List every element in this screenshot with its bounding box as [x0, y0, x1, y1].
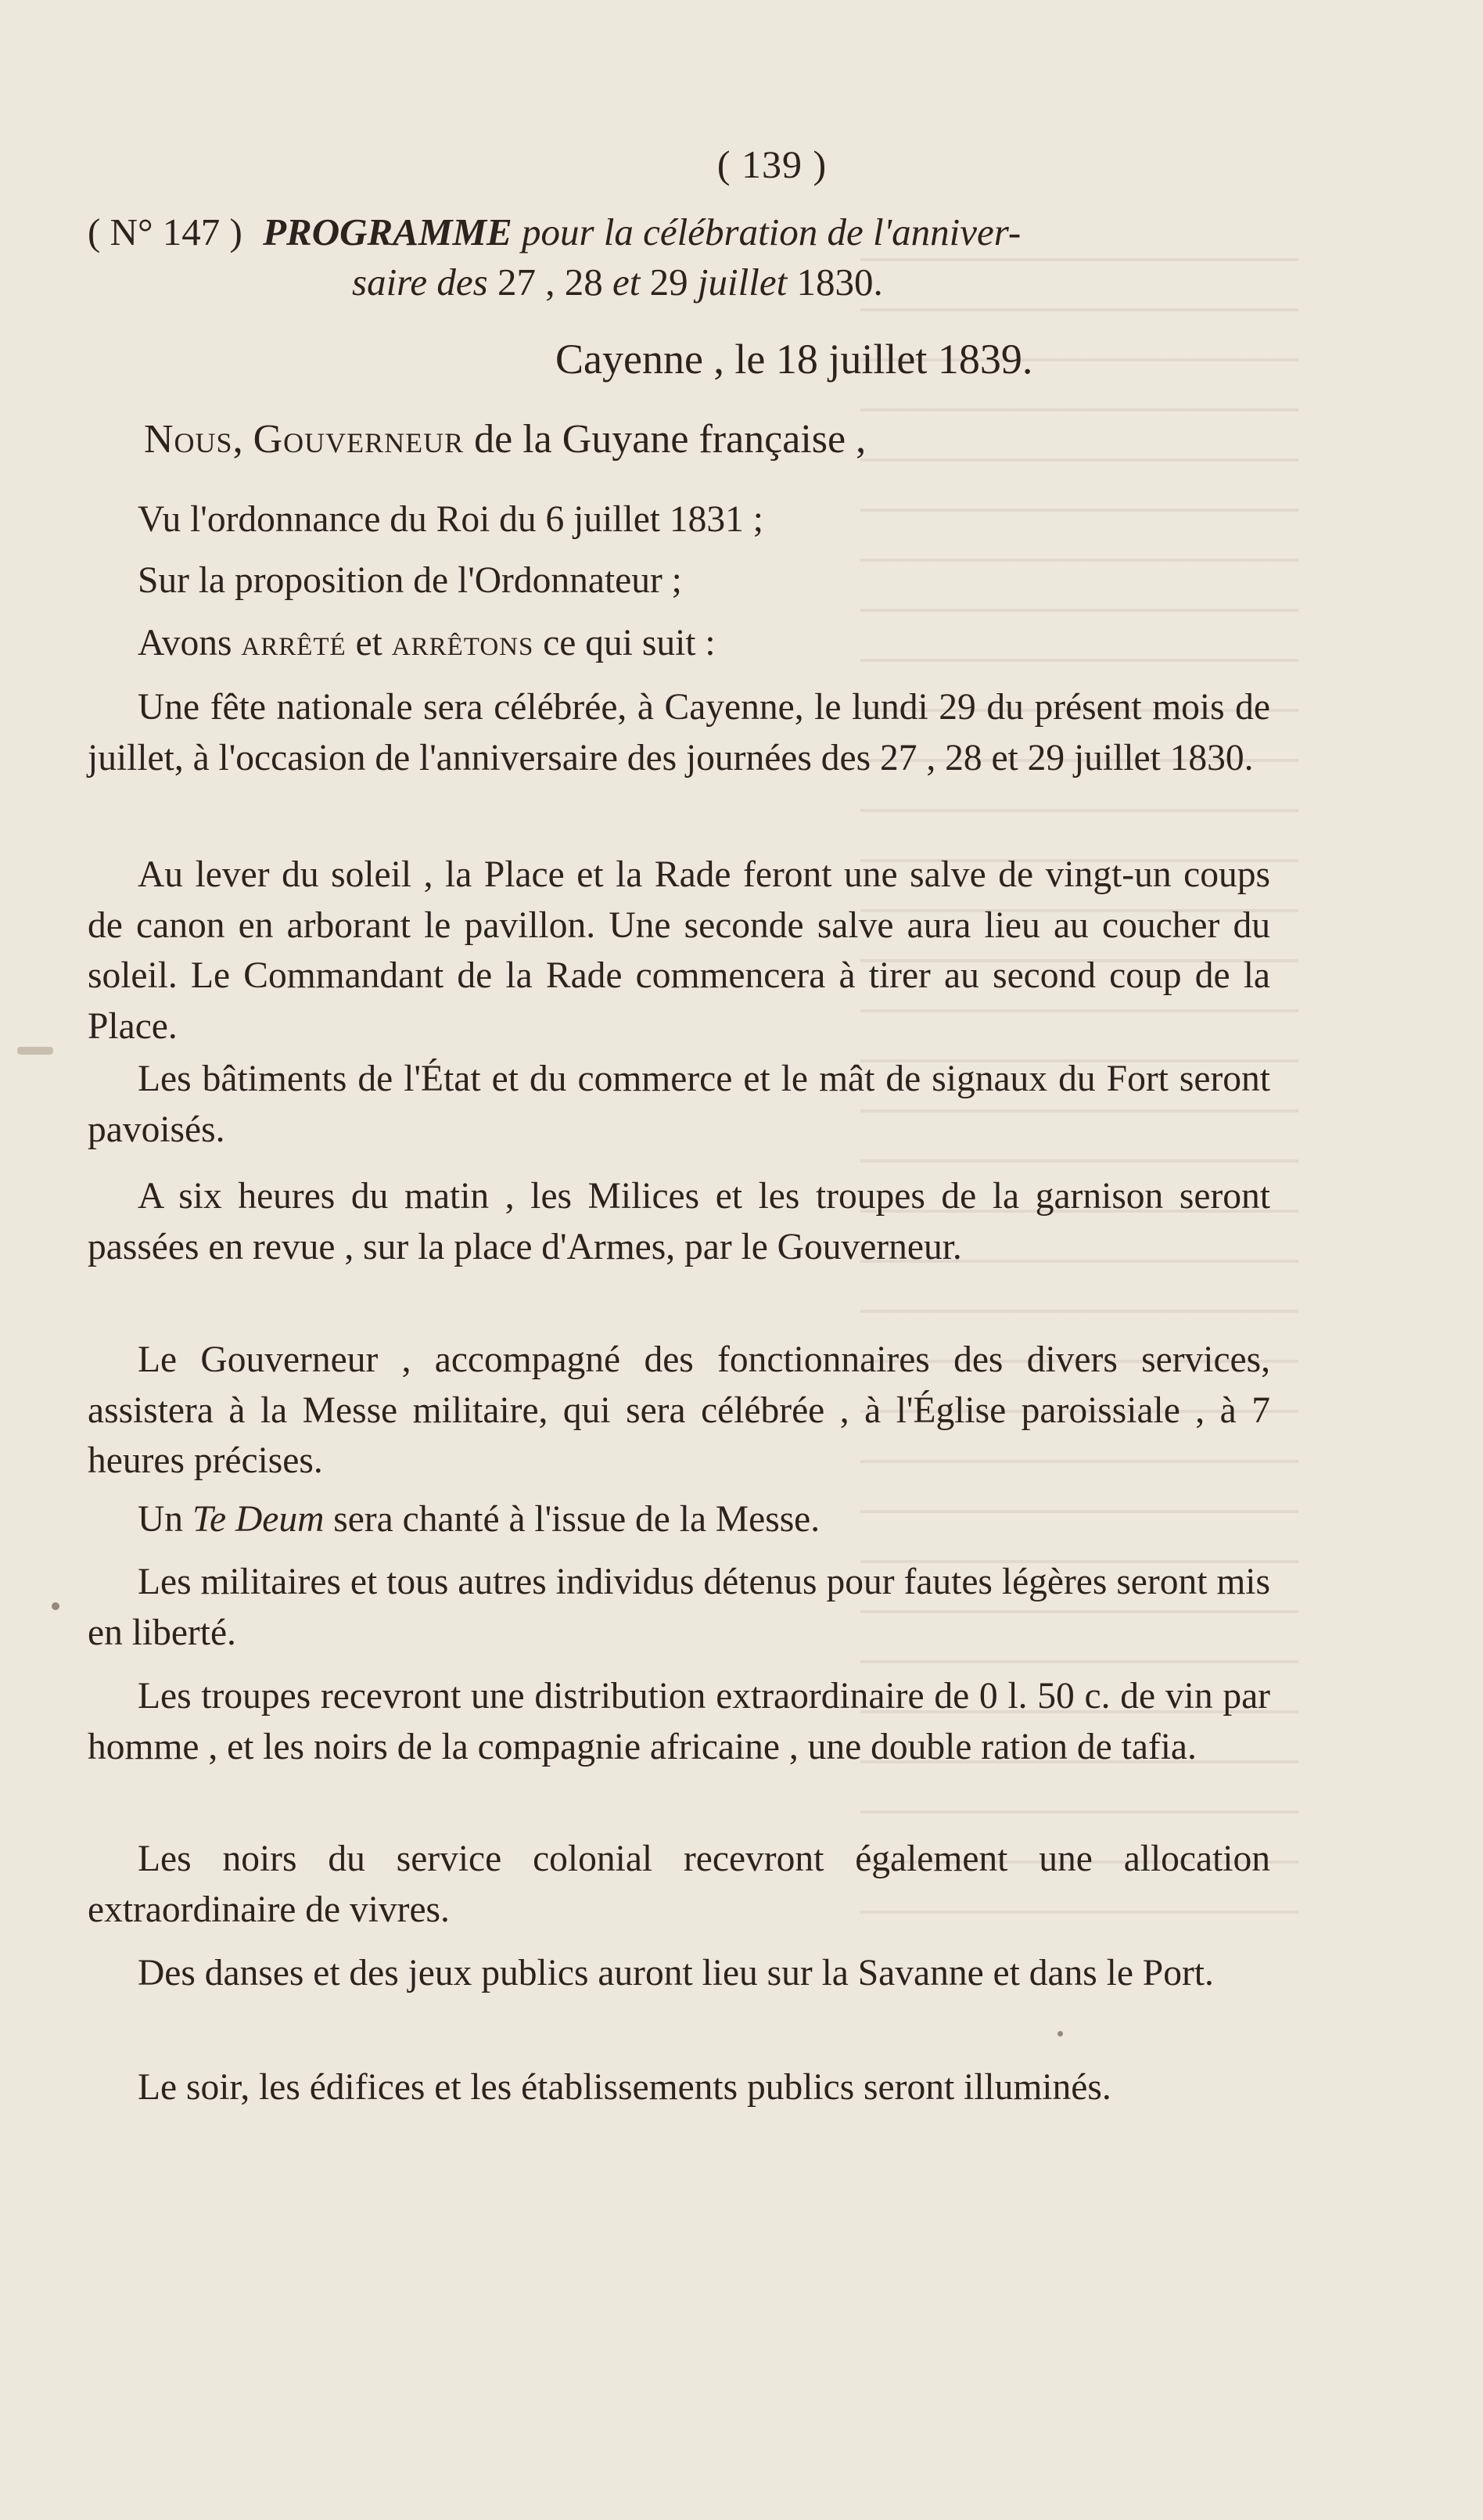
paragraph-5: Le Gouverneur , accompagné des fonctionnaires des divers services, assistera à la Messe militaire, qui sera célébrée , à l'Église paroissiale , à 7 heures précises.: [88, 1339, 1270, 1481]
avons-text: et: [355, 623, 382, 663]
p6-te-deum: Te Deum: [192, 1499, 325, 1540]
paragraph-9: Les noirs du service colonial recevront également une allocation extraordinaire de vivres.: [88, 1839, 1270, 1930]
heading-dates: 29: [649, 261, 688, 304]
p6-text: Un: [138, 1499, 184, 1540]
ink-speck: [1057, 2031, 1063, 2036]
heading-text: et: [612, 261, 641, 304]
heading-year: 1830.: [796, 261, 883, 304]
avons-arretons: arrêtons: [391, 623, 534, 663]
document-title: PROGRAMME: [263, 210, 512, 253]
paragraph-2: Au lever du soleil , la Place et la Rade feront une salve de vingt-un coups de canon en arborant le pavillon. Une seconde salve aura lieu au coucher du soleil. Le Commandant de la Rade commencera à tirer au second coup de la Place.: [88, 854, 1270, 1047]
heading-text: pour la célébration de l'anniver-: [521, 210, 1022, 253]
preamble-gouverneur: Gouverneur: [253, 417, 465, 462]
avons-text: Avons: [138, 623, 232, 663]
preamble-rest: de la Guyane française ,: [474, 417, 867, 462]
p6-text: sera chanté à l'issue de la Messe.: [333, 1499, 820, 1540]
paragraph-vu: Vu l'ordonnance du Roi du 6 juillet 1831 ;: [138, 499, 763, 540]
margin-mark: [17, 1047, 53, 1055]
dateline: Cayenne , le 18 juillet 1839.: [555, 336, 1033, 383]
heading-line-1: [88, 207, 1270, 257]
paragraph-8: Les troupes recevront une distribution extraordinaire de 0 l. 50 c. de vin par homme , et les noirs de la compagnie africaine , une double ration de tafia.: [88, 1676, 1270, 1767]
paragraph-3: Les bâtiments de l'État et du commerce et le mât de signaux du Fort seront pavoisés.: [88, 1059, 1270, 1150]
heading-dates: 27 , 28: [497, 261, 603, 304]
paragraph-1: Une fête nationale sera célébrée, à Cayenne, le lundi 29 du présent mois de juillet, à l'occasion de l'anniversaire des journées des 27 , 28 et 29 juillet 1830.: [88, 687, 1270, 778]
paragraph-7: Les militaires et tous autres individus détenus pour fautes légères seront mis en liberté.: [88, 1562, 1270, 1653]
heading-text: saire des: [352, 261, 488, 304]
heading-text: juillet: [697, 261, 788, 304]
paragraph-11: Le soir, les édifices et les établissements publics seront illuminés.: [138, 2067, 1111, 2108]
paragraph-avons: [88, 618, 1270, 669]
avons-arrete: arrêté: [241, 623, 347, 663]
paragraph-sur: Sur la proposition de l'Ordonnateur ;: [138, 560, 682, 601]
preamble: Nous, Gouverneur de la Guyane française ,: [144, 417, 867, 462]
paragraph-10: Des danses et des jeux publics auront lieu sur la Savanne et dans le Port.: [138, 1953, 1214, 1993]
page-number: ( 139 ): [716, 142, 828, 186]
document-heading: [88, 207, 1270, 307]
preamble-nous: Nous: [144, 417, 233, 462]
paragraph-6: [88, 1494, 1270, 1545]
paragraph-4: A six heures du matin , les Milices et les troupes de la garnison seront passées en revue , sur la place d'Armes, par le Gouverneur.: [88, 1176, 1270, 1267]
heading-line-2: [88, 257, 1270, 307]
document-number: ( N° 147 ): [88, 210, 242, 253]
avons-text: ce qui suit :: [543, 623, 716, 663]
ink-speck: [52, 1602, 59, 1610]
